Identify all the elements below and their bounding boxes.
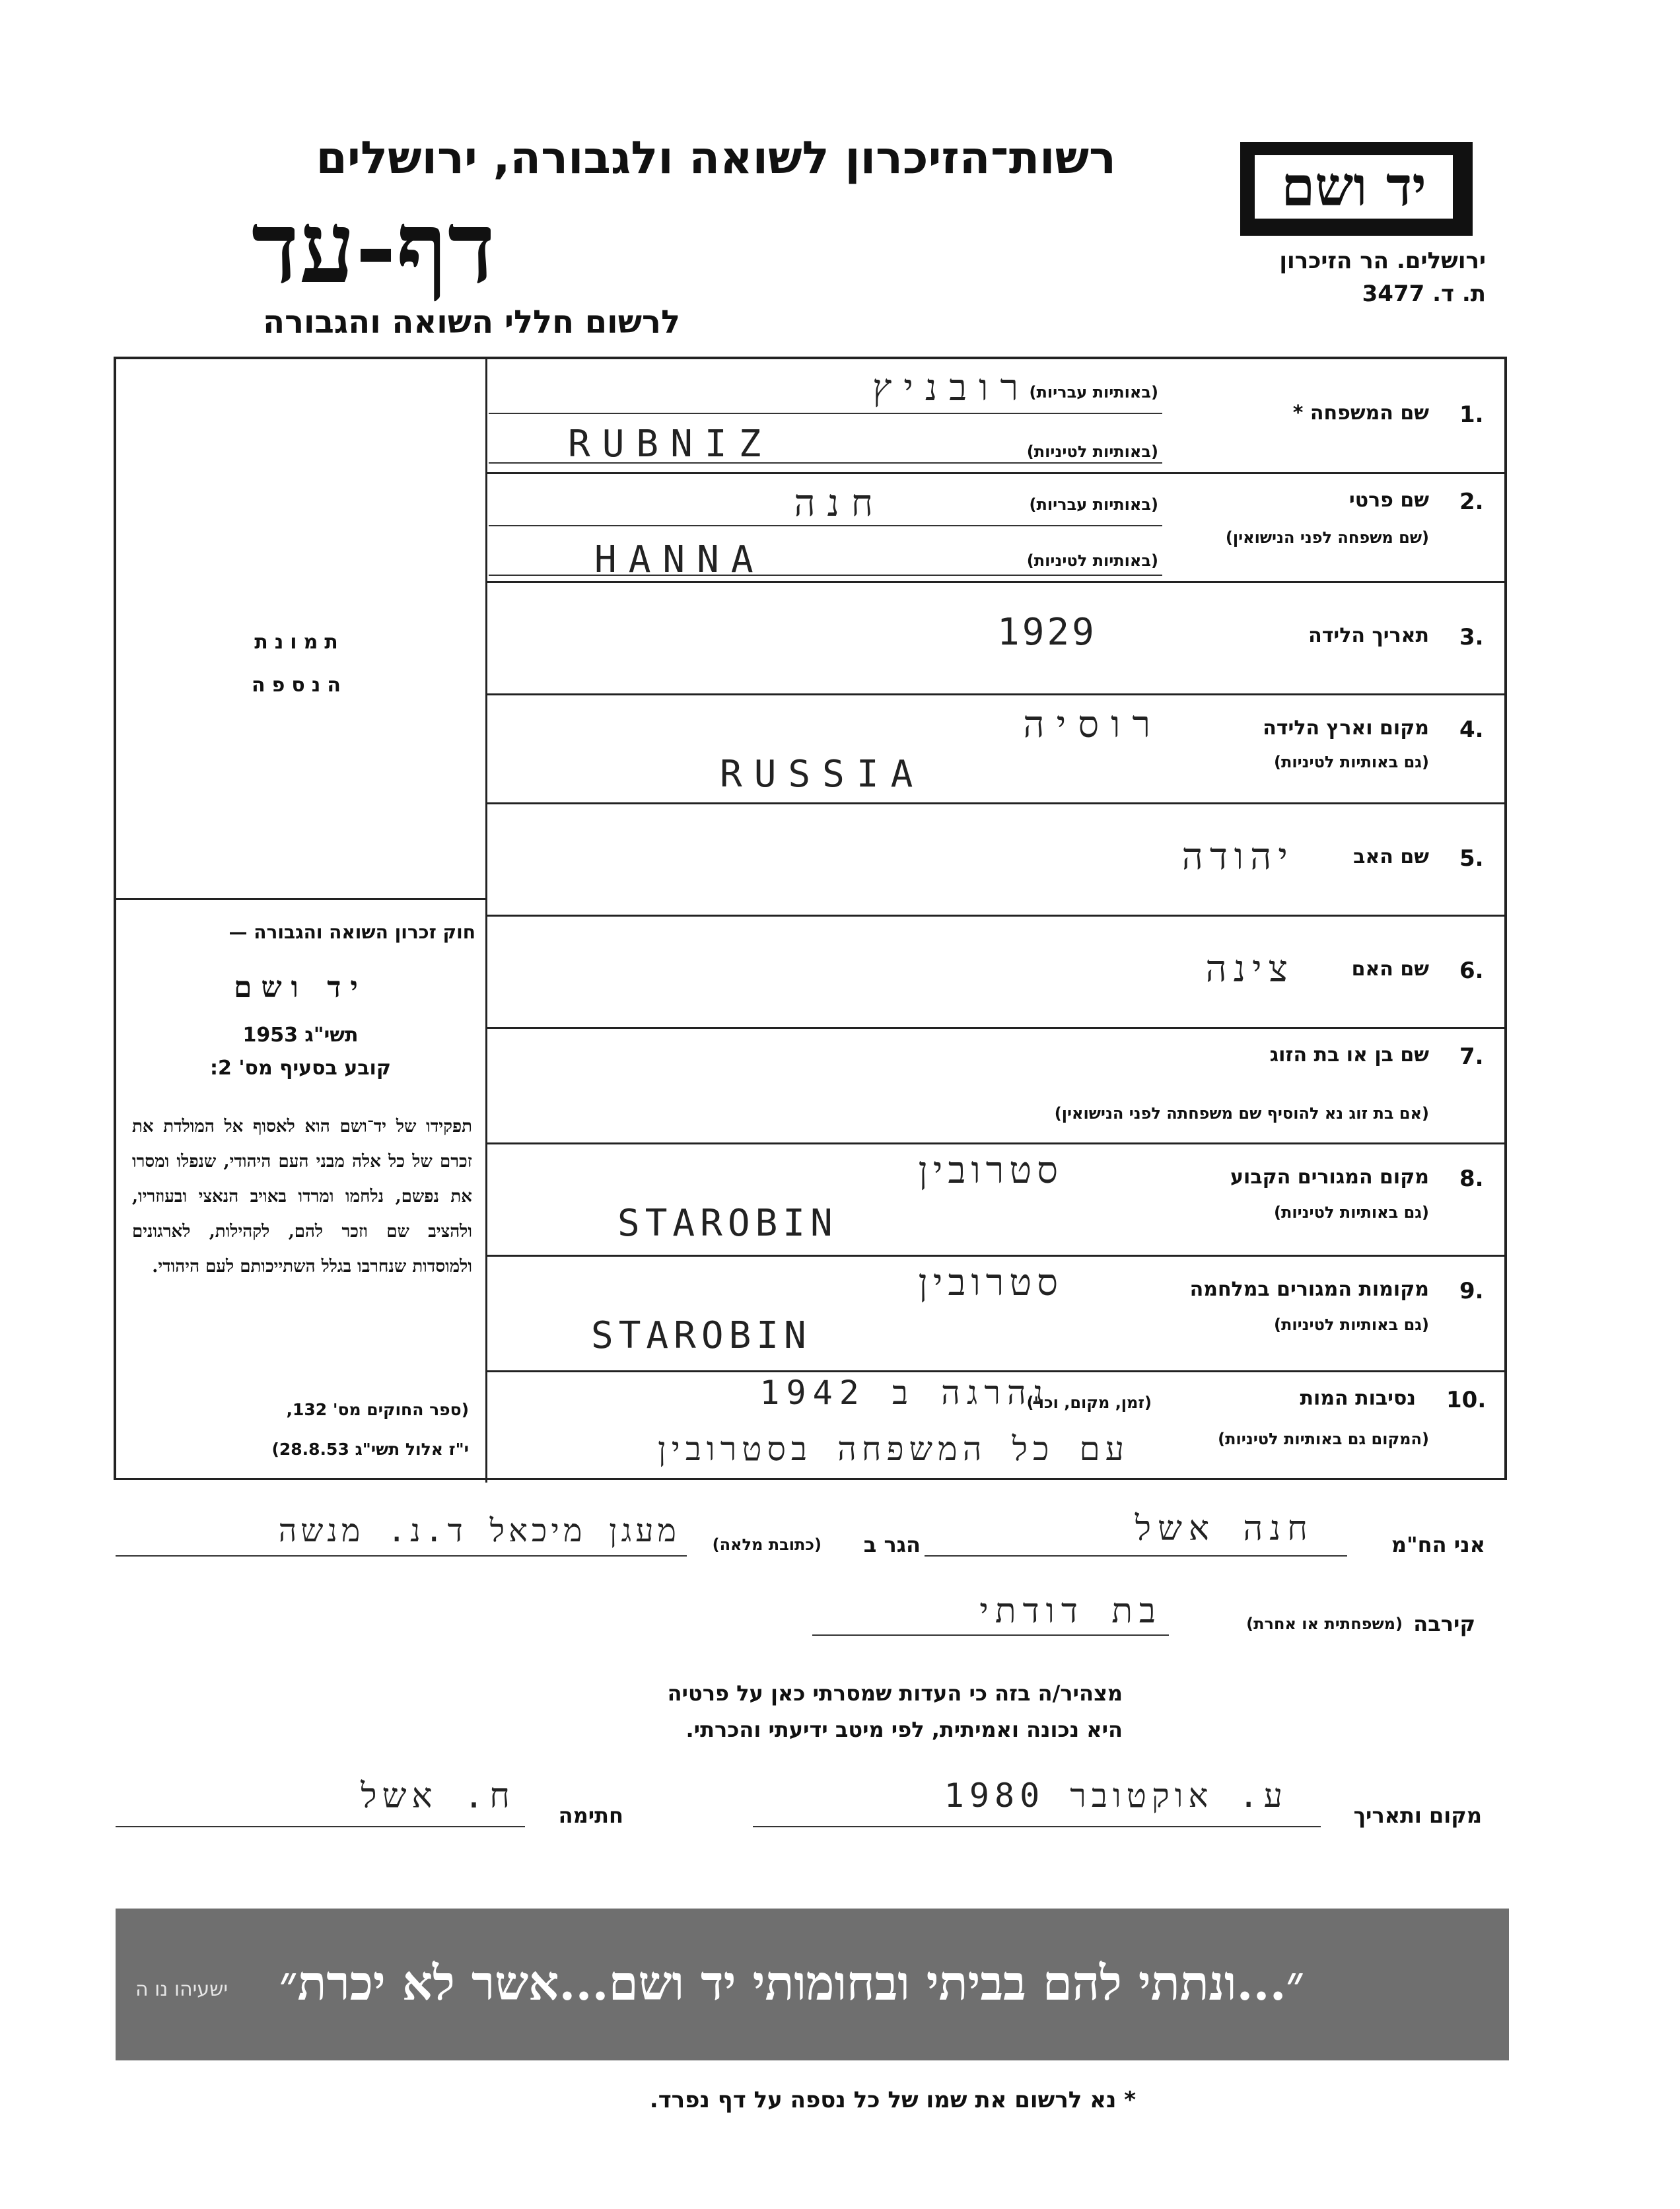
banner-quote: ״...ונתתי להם בביתי ובחומותי יד ושם...אשר לא יכרת״ (279, 1955, 1304, 2011)
field-line (116, 1555, 687, 1557)
field-8-value-latin[interactable]: STAROBIN (617, 1202, 838, 1245)
photo-label-2: הנספה (252, 674, 347, 697)
field-7-label: שם בן או בת הזוג (1269, 1043, 1429, 1067)
field-2-value-he[interactable]: חנה (794, 482, 885, 525)
address-line-1: ירושלים. הר הזיכרון (1279, 248, 1486, 274)
authority-title: רשות־הזיכרון לשואה ולגבורה, ירושלים (316, 132, 1116, 184)
relation-label: קירבה (1413, 1611, 1475, 1636)
field-9-number: 9. (1459, 1278, 1484, 1304)
field-3-value[interactable]: 1929 (997, 611, 1097, 654)
declarant-label: אני הח"מ (1391, 1532, 1485, 1557)
field-3-number: 3. (1459, 624, 1484, 650)
field-10-label: נסיבות המות (1300, 1387, 1416, 1410)
law-ref-2: י"ז אלול תשי"ג 28.8.53) (271, 1440, 469, 1459)
field-2-label: שם פרטי (1348, 489, 1429, 512)
declaration-line-1: מצהיר/ה בזה כי העדות שמסרתי כאן על פרטיה (667, 1681, 1123, 1706)
field-5-value[interactable]: יהודה (1181, 835, 1294, 878)
declaration-line-2: היא נכונה ואמיתית, לפי מיטב ידיעתי והכרתי. (685, 1717, 1123, 1742)
field-5-number: 5. (1459, 845, 1484, 872)
row-divider (485, 802, 1507, 804)
field-1-value-he[interactable]: רובניץ (872, 367, 1030, 409)
row-divider (485, 915, 1507, 917)
field-5-label: שם האב (1353, 845, 1429, 868)
field-8-value-he[interactable]: סטרובין (918, 1149, 1063, 1192)
field-10-number: 10. (1446, 1387, 1487, 1413)
law-name: יד ושם (234, 971, 367, 1004)
field-9-label: מקומות המגורים במלחמה (1189, 1278, 1429, 1301)
field-line (925, 1555, 1347, 1557)
form-bottom-rule (114, 1478, 1507, 1480)
law-body: תפקידו של יד־ושם הוא לאסוף אל המולדת את זכרם של כל אלה מבני העם היהודי, שנפלו ומסרו את נפשם, נלחמו ומרדו באויב הנאצי ובעוזריו, ולהציב שם וזכר להם, לקהילות, לארגונים ולמוסדות שנחרבו בגלל השתייכותם לעם היהודי. (132, 1117, 472, 1277)
row-divider (485, 581, 1507, 583)
signature-value[interactable]: ח. אשל (361, 1776, 515, 1816)
field-7-hint: (אם בת זוג נא להוסיף שם משפחתה לפני הנישואין) (1054, 1104, 1429, 1123)
field-9-value-he[interactable]: סטרובין (918, 1261, 1063, 1304)
field-2-hint-maiden: (שם משפחה לפני הנישואין) (1225, 528, 1429, 547)
lives-at-label: הגר ב (863, 1532, 921, 1557)
field-9-hint-latin: (גם באותיות לטיניות) (1274, 1315, 1429, 1334)
field-2-hint-latin: (באותיות לטיניות) (1026, 551, 1158, 570)
field-3-label: תאריך הלידה (1308, 624, 1429, 647)
form-subtitle: לרשום חללי השואה והגבורה (263, 304, 680, 341)
field-2-hint-he: (באותיות עבריות) (1029, 495, 1158, 514)
place-date-label: מקום ותאריך (1353, 1803, 1482, 1828)
row-divider (485, 693, 1507, 695)
relation-value[interactable]: בת דודתי (979, 1592, 1162, 1631)
declarant-address[interactable]: מעגן מיכאל ד.נ. מנשה (278, 1512, 680, 1549)
field-4-label: מקום וארץ הלידה (1263, 717, 1429, 740)
quote-banner (116, 1909, 1509, 2060)
field-8-label: מקום המגורים הקבוע (1230, 1166, 1429, 1189)
row-divider (485, 1027, 1507, 1029)
address-hint: (כתובת מלאה) (712, 1535, 822, 1554)
field-4-number: 4. (1459, 717, 1484, 743)
row-divider (485, 1255, 1507, 1257)
field-line (812, 1634, 1169, 1636)
form-title: דף-עד (251, 190, 495, 306)
field-6-value[interactable]: צינה (1205, 948, 1294, 991)
field-8-number: 8. (1459, 1166, 1484, 1192)
declarant-name[interactable]: חנה אשל (1135, 1509, 1314, 1549)
law-title: חוק זכרון השואה והגבורה — (228, 921, 475, 943)
field-6-number: 6. (1459, 958, 1484, 984)
photo-box-bottom (114, 898, 485, 900)
photo-column-divider (485, 357, 487, 1483)
field-6-label: שם האם (1351, 958, 1429, 981)
address-line-2: ת. ד. 3477 (1362, 281, 1486, 307)
law-clause: קובע בסעיף מס' 2: (210, 1057, 391, 1080)
field-10-value-line2[interactable]: עם כל המשפחה בסטרובין (657, 1430, 1129, 1468)
field-line (489, 575, 1162, 576)
field-line (116, 1826, 525, 1827)
field-1-number: 1. (1459, 402, 1484, 428)
law-year: תשי"ג 1953 (242, 1024, 359, 1047)
field-4-value-he[interactable]: רוסיה (1023, 703, 1162, 746)
field-4-value-latin[interactable]: RUSSIA (720, 753, 925, 796)
banner-source: ישעיהו נו ה (135, 1978, 228, 2001)
field-10-value-line1[interactable]: נהרגה ב 1942 (759, 1374, 1050, 1412)
field-9-value-latin[interactable]: STAROBIN (591, 1314, 812, 1357)
law-ref-1: (ספר החוקים מס' 132, (286, 1400, 469, 1419)
field-10-hint-place: (המקום גם באותיות לטיניות) (1218, 1430, 1429, 1448)
field-1-hint-he: (באותיות עבריות) (1029, 383, 1158, 402)
row-divider (485, 1142, 1507, 1144)
logo-text: יד ושם (1255, 155, 1453, 219)
field-4-hint-latin: (גם באותיות לטיניות) (1274, 753, 1429, 771)
field-7-number: 7. (1459, 1043, 1484, 1070)
field-line (753, 1826, 1321, 1827)
field-8-hint-latin: (גם באותיות לטיניות) (1274, 1203, 1429, 1222)
field-line (489, 525, 1162, 526)
field-line (489, 413, 1162, 414)
signature-label: חתימה (558, 1803, 623, 1828)
field-1-label: שם המשפחה * (1292, 402, 1429, 425)
row-divider (485, 472, 1507, 474)
field-2-value-latin[interactable]: HANNA (594, 538, 765, 581)
photo-label-1: תמונת (254, 631, 345, 654)
field-1-value-latin[interactable]: RUBNIZ (568, 423, 773, 466)
footnote: * נא לרשום את שמו של כל נספה על דף נפרד. (649, 2087, 1136, 2113)
relation-hint: (משפחתית או אחרת) (1246, 1615, 1403, 1633)
row-divider (485, 1370, 1507, 1372)
field-1-hint-latin: (באותיות לטיניות) (1026, 442, 1158, 461)
yad-vashem-logo (1240, 142, 1473, 236)
field-2-number: 2. (1459, 489, 1484, 515)
field-10-hint-details: (זמן, מקום, וכו') (1026, 1393, 1152, 1412)
place-date-value[interactable]: ע. אוקטובר 1980 (944, 1776, 1288, 1815)
